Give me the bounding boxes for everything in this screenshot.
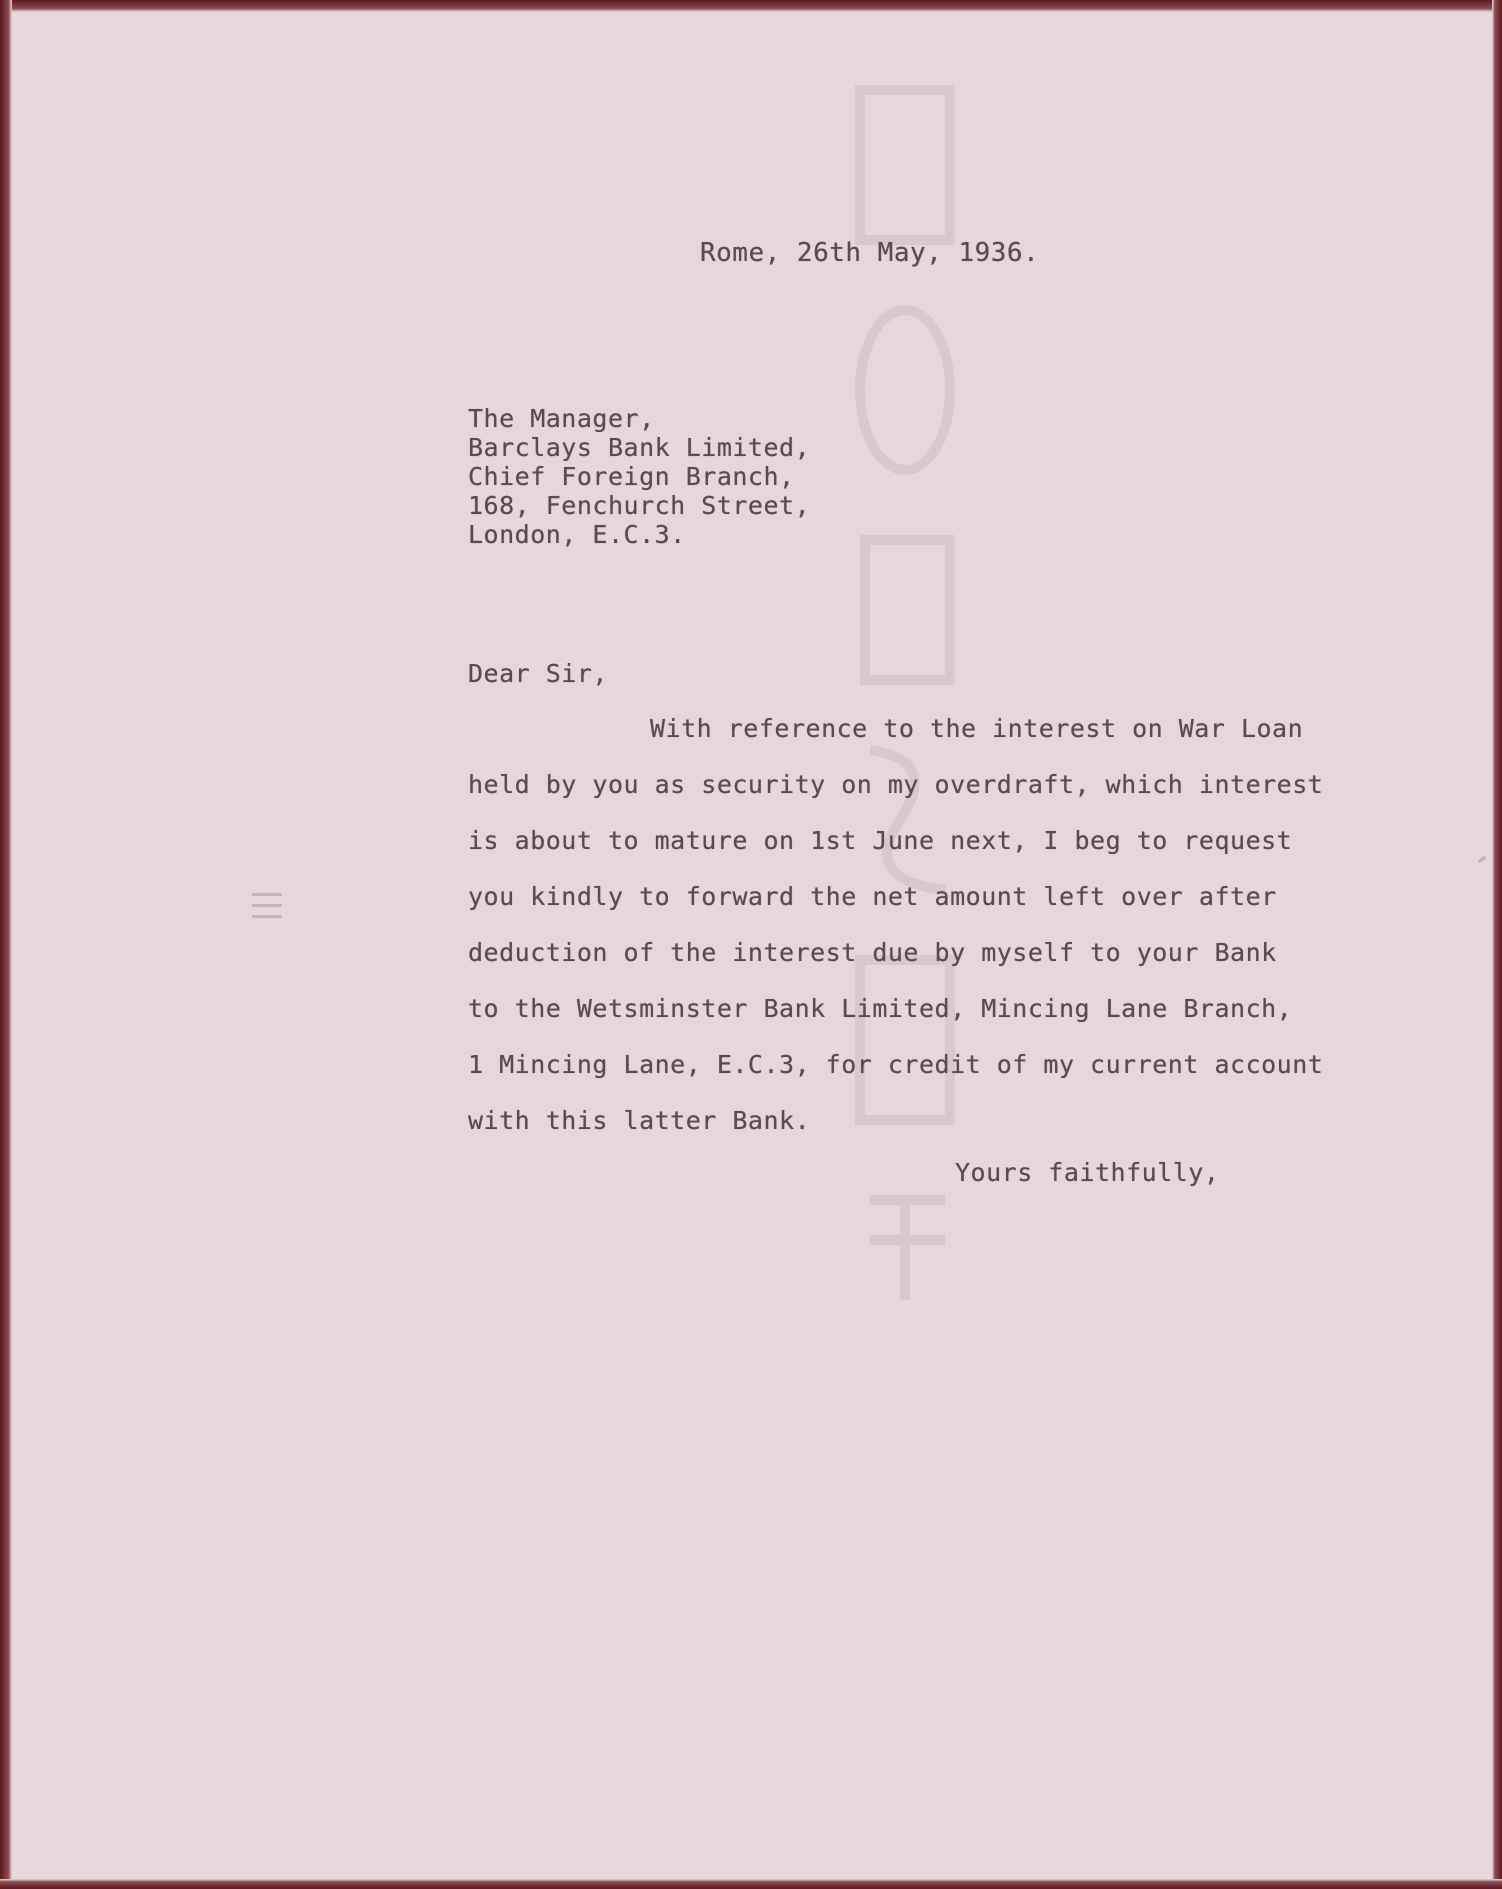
- margin-mark: [252, 893, 282, 927]
- salutation: Dear Sir,: [468, 659, 608, 688]
- address-line: 168, Fenchurch Street,: [468, 491, 811, 520]
- body-line: to the Wetsminster Bank Limited, Mincing Lane Branch,: [468, 994, 1293, 1023]
- body-line: deduction of the interest due by myself to your Bank: [468, 938, 1277, 967]
- page-edge-bottom: [0, 1879, 1502, 1889]
- body-line: is about to mature on 1st June next, I beg to request: [468, 826, 1293, 855]
- letter-date: Rome, 26th May, 1936.: [700, 238, 1040, 268]
- body-line: 1 Mincing Lane, E.C.3, for credit of my current account: [468, 1050, 1324, 1079]
- address-line: Chief Foreign Branch,: [468, 462, 795, 491]
- page-edge-top: [0, 0, 1502, 12]
- recipient-address: [468, 404, 810, 549]
- edge-mark: [1478, 856, 1486, 863]
- address-line: The Manager,: [468, 404, 655, 433]
- body-line: you kindly to forward the net amount left over after: [468, 882, 1277, 911]
- page-edge-right: [1492, 0, 1502, 1889]
- body-line: held by you as security on my overdraft, which interest: [468, 770, 1324, 799]
- address-line: London, E.C.3.: [468, 520, 686, 549]
- body-line: With reference to the interest on War Loan: [650, 714, 1304, 743]
- closing: Yours faithfully,: [955, 1158, 1220, 1187]
- address-line: Barclays Bank Limited,: [468, 433, 811, 462]
- page-edge-left: [0, 0, 12, 1889]
- body-line: with this latter Bank.: [468, 1106, 811, 1135]
